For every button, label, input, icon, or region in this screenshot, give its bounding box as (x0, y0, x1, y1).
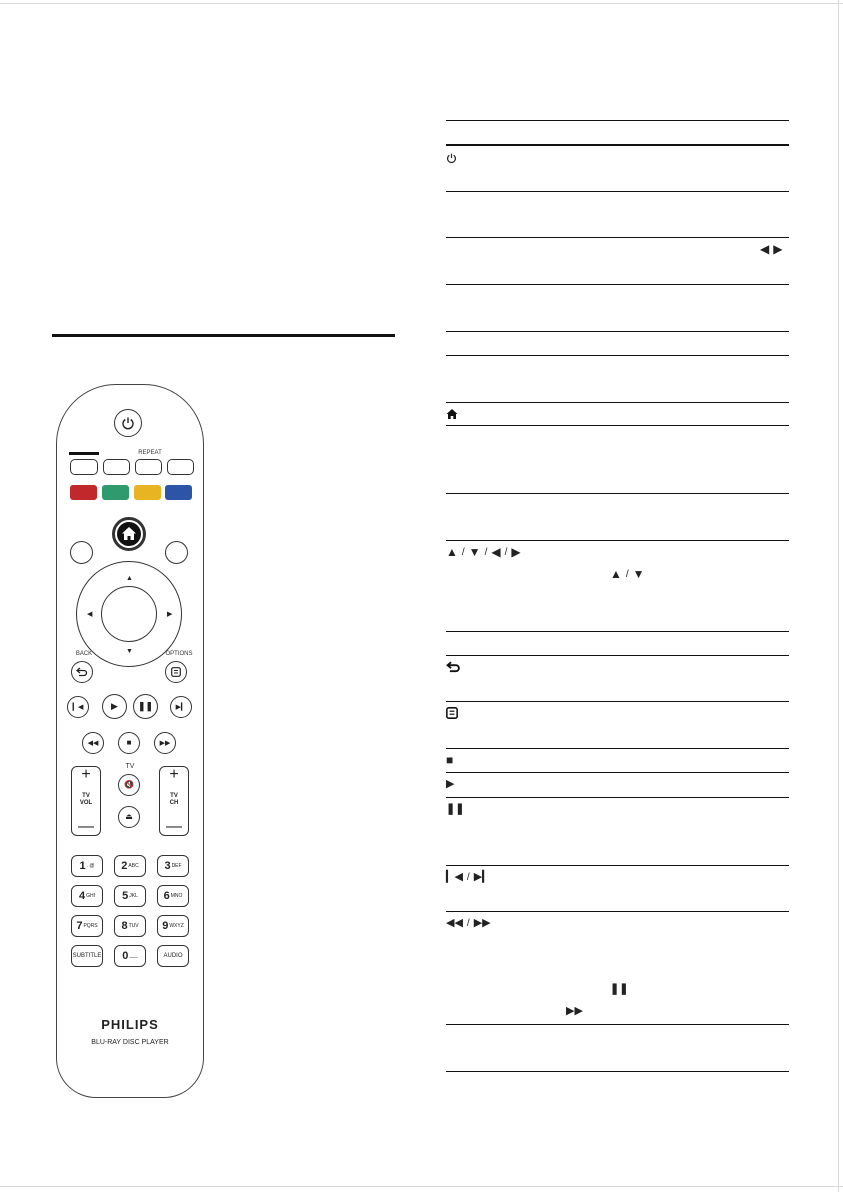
blue-button[interactable] (165, 485, 192, 500)
remote-next-button[interactable] (170, 696, 192, 718)
audio-button[interactable]: AUDIO (157, 945, 189, 967)
down-arrow-icon: ▼ (632, 567, 645, 581)
play-icon: ▶ (446, 777, 455, 790)
red-button[interactable] (70, 485, 97, 500)
brand-logo: PHILIPS (101, 1017, 159, 1032)
tv-ch-minus[interactable]: — (166, 818, 182, 835)
options-icon (446, 707, 458, 719)
nav-left-arrow-icon: ◀ (87, 611, 93, 618)
remote-left-round-button[interactable] (70, 541, 93, 564)
table-rule (446, 911, 789, 912)
table-rule (446, 540, 789, 541)
back-label: BACK (75, 651, 93, 657)
table-row (566, 1003, 583, 1019)
repeat-button[interactable] (135, 459, 162, 475)
left-arrow-icon: ◀ (491, 545, 501, 559)
remote-options-button[interactable] (165, 661, 187, 683)
table-rule (446, 631, 789, 632)
table-rule (446, 701, 789, 702)
right-arrow-icon: ▶ (773, 242, 783, 256)
pause-icon: ❚❚ (610, 982, 629, 995)
table-row (610, 981, 628, 997)
remote-top-button-1[interactable] (70, 459, 98, 475)
table-rule (446, 284, 789, 285)
table-row (446, 659, 461, 675)
table-header-rule (446, 144, 789, 146)
num-key-6[interactable]: 6 MNO (157, 885, 189, 907)
num-key-3[interactable]: 3 DEF (157, 855, 189, 877)
home-icon (446, 408, 458, 420)
forward-icon: ▶▶ (473, 916, 491, 929)
table-rule (446, 748, 789, 749)
remote-pause-button[interactable] (133, 694, 158, 719)
remote-rewind-button[interactable] (82, 732, 104, 754)
table-row: ▲ / ▼ (610, 567, 645, 581)
home-icon (116, 521, 142, 547)
table-rule (446, 402, 789, 403)
num-key-0[interactable]: 0 ___ (114, 945, 146, 967)
remote-stop-button[interactable] (118, 732, 140, 754)
table-rule (446, 120, 789, 121)
table-rule (446, 237, 789, 238)
remote-right-round-button[interactable] (165, 541, 188, 564)
tv-vol-minus[interactable]: — (78, 818, 94, 835)
table-rule (446, 355, 789, 356)
nav-up-arrow-icon: ▲ (126, 575, 133, 582)
remote-control (56, 384, 204, 1098)
options-icon (171, 667, 181, 677)
remote-mute-button[interactable] (118, 774, 140, 796)
tv-channel-rocker[interactable] (159, 766, 189, 836)
remote-home-button[interactable] (112, 517, 146, 551)
down-arrow-icon: ▼ (468, 545, 481, 559)
table-rule (446, 655, 789, 656)
num-key-2[interactable]: 2 ABC (114, 855, 146, 877)
back-icon (76, 667, 88, 677)
remote-back-button[interactable] (71, 661, 93, 683)
num-key-8[interactable]: 8 TUV (114, 915, 146, 937)
num-key-5[interactable]: 5 JKL (114, 885, 146, 907)
table-row (446, 776, 454, 792)
yellow-button[interactable] (134, 485, 161, 500)
page-right-edge (838, 0, 839, 1192)
nav-right-arrow-icon: ▶ (167, 611, 173, 618)
table-row (446, 705, 458, 721)
remote-forward-button[interactable] (154, 732, 176, 754)
next-icon: ▶▎ (175, 703, 187, 711)
table-row (446, 406, 458, 422)
right-arrow-icon: ▶ (511, 545, 521, 559)
stop-icon: ■ (446, 753, 454, 767)
table-rule (446, 797, 789, 798)
model-label: BLU-RAY DISC PLAYER (91, 1039, 169, 1046)
page-top-edge (0, 0, 843, 4)
remote-eject-button[interactable] (118, 806, 140, 828)
play-icon: ▶ (111, 701, 118, 711)
ok-button[interactable] (101, 586, 157, 642)
rewind-icon: ◀◀ (87, 739, 99, 747)
num-key-7[interactable]: 7 PQRS (71, 915, 103, 937)
remote-power-button[interactable] (114, 409, 142, 437)
back-icon (446, 661, 461, 673)
table-rule (446, 191, 789, 192)
remote-top-button-4[interactable] (167, 459, 194, 475)
tv-vol-label: TV VOL (79, 793, 93, 806)
remote-top-button-2[interactable] (103, 459, 130, 475)
remote-previous-button[interactable] (67, 696, 89, 718)
table-row (446, 801, 464, 817)
table-rule (446, 493, 789, 494)
repeat-label: REPEAT (138, 450, 162, 456)
remote-play-button[interactable] (102, 694, 127, 719)
table-rule (446, 865, 789, 866)
up-arrow-icon: ▲ (446, 545, 458, 559)
table-row (760, 241, 782, 257)
stop-icon: ■ (126, 738, 132, 747)
power-icon (121, 416, 135, 430)
num-key-9[interactable]: 9 WXYZ (157, 915, 189, 937)
forward-icon: ▶▶ (566, 1004, 583, 1017)
num-key-1[interactable]: 1 . @ (71, 855, 103, 877)
rewind-icon: ◀◀ (446, 916, 463, 929)
up-arrow-icon: ▲ (610, 567, 622, 581)
table-rule (446, 1071, 789, 1072)
tv-label: TV (125, 763, 135, 770)
table-row: ▲ / ▼ / ◀ / ▶ (446, 545, 521, 559)
left-arrow-icon: ◀ (760, 242, 770, 256)
previous-icon: ▎◀ (72, 703, 84, 711)
forward-icon: ▶▶ (159, 739, 171, 747)
table-rule (446, 1024, 789, 1025)
next-icon: ▶▎ (473, 870, 491, 883)
pause-icon: ❚❚ (446, 802, 465, 815)
table-rule (446, 331, 789, 332)
remote-top-marker (69, 452, 99, 455)
table-row: ▎◀ / ▶▎ (446, 870, 491, 883)
tv-volume-rocker[interactable] (71, 766, 101, 836)
nav-down-arrow-icon: ▼ (126, 648, 133, 655)
mute-icon: 🔇 (124, 780, 134, 789)
pause-icon: ❚❚ (137, 701, 154, 711)
green-button[interactable] (102, 485, 129, 500)
tv-ch-label: TV CH (169, 793, 179, 806)
options-label: OPTIONS (165, 651, 193, 657)
table-rule (446, 425, 789, 426)
table-row (446, 150, 457, 166)
eject-icon: ⏏ (125, 812, 133, 821)
section-heading-rule (52, 334, 395, 337)
tv-vol-plus[interactable]: + (81, 766, 91, 783)
num-key-4[interactable]: 4 GHI (71, 885, 103, 907)
table-row: ◀◀ / ▶▶ (446, 916, 491, 929)
power-icon (446, 152, 457, 164)
previous-icon: ▎◀ (446, 870, 463, 883)
table-row (446, 752, 453, 768)
subtitle-button[interactable]: SUBTITLE (71, 945, 103, 967)
table-rule (446, 772, 789, 773)
tv-ch-plus[interactable]: + (169, 766, 179, 783)
page-bottom-edge (0, 1186, 843, 1187)
